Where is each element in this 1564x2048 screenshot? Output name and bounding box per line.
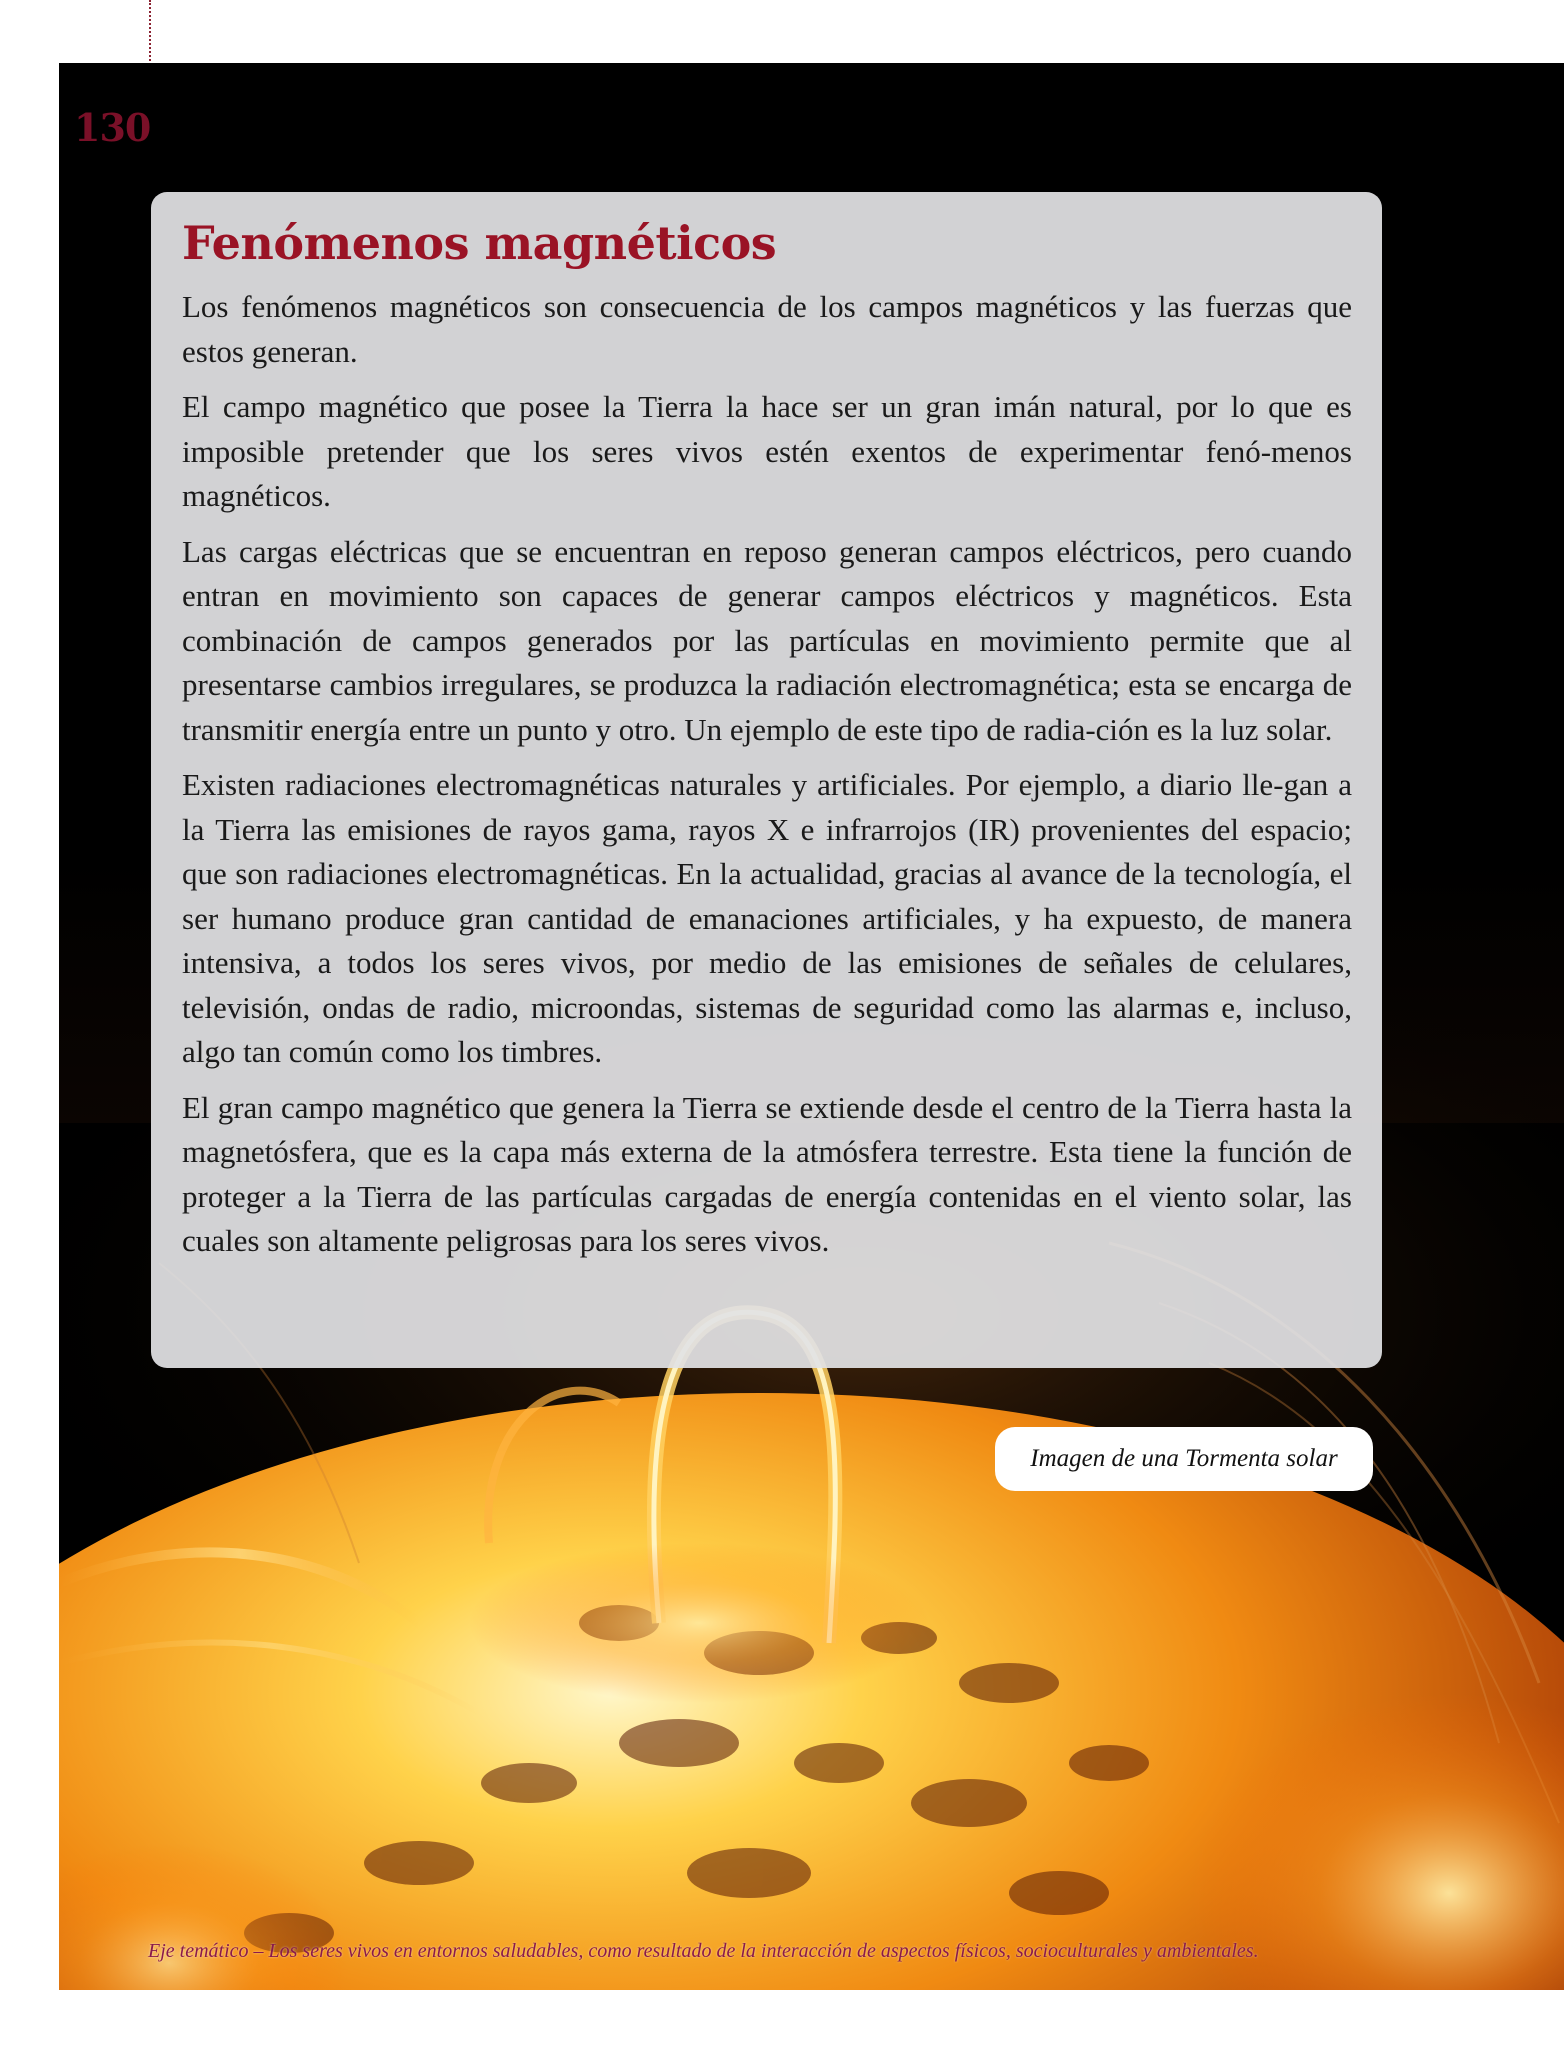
paragraph-5: El gran campo magnético que genera la Tierra se extiende desde el centro de la Tierra hasta la magnetósfera, que es la capa más externa de la atmósfera terrestre. Esta tiene la función de proteger a la Tierra de las partículas cargadas de energía contenidas en el viento solar, las cuales son altamente peligrosas para los seres vivos. (182, 1089, 1352, 1259)
image-caption: Imagen de una Tormenta solar (995, 1427, 1373, 1491)
paragraph-4: Existen radiaciones electromagnéticas naturales y artificiales. Por ejemplo, a diario lle-gan a la Tierra las emisiones de rayos gama, rayos X e infrarrojos (IR) provenientes del espacio; que son radiaciones electromagnéticas. En la actualidad, gracias al avance de la tecnología, el ser humano produce gran cantidad de emanaciones artificiales, y ha expuesto, de manera intensiva, a todos los seres vivos, por medio de las emisiones de señales de celulares, televisión, ondas de radio, microondas, sistemas de seguridad como las alarmas e, incluso, algo tan común como los timbres. (182, 767, 1352, 1070)
paragraph-2: El campo magnético que posee la Tierra la hace ser un gran imán natural, por lo que es imposible pretender que los seres vivos estén exentos de experimentar fenó-menos magnéticos. (182, 389, 1352, 514)
paragraph-3: Las cargas eléctricas que se encuentran en reposo generan campos eléctricos, pero cuando entran en movimiento son capaces de generar campos eléctricos y magnéticos. Esta combinación de campos generados por las partículas en movimiento permite que al presentarse cambios irregulares, se produzca la radiación electromagnética; esta se encarga de transmitir energía entre un punto y otro. Un ejemplo de este tipo de radia-ción es la luz solar. (182, 533, 1352, 747)
footer-thematic-axis: Eje temático – Los seres vivos en entornos saludables, como resultado de la interacción de aspectos físicos, socioculturales y ambientales. (148, 1940, 1259, 1962)
paragraph-1: Los fenómenos magnéticos son consecuencia de los campos magnéticos y las fuerzas que estos generan. (182, 289, 1352, 369)
page-number: 130 (74, 105, 151, 150)
content-card (151, 192, 1382, 1368)
section-title: Fenómenos magnéticos (182, 216, 777, 270)
